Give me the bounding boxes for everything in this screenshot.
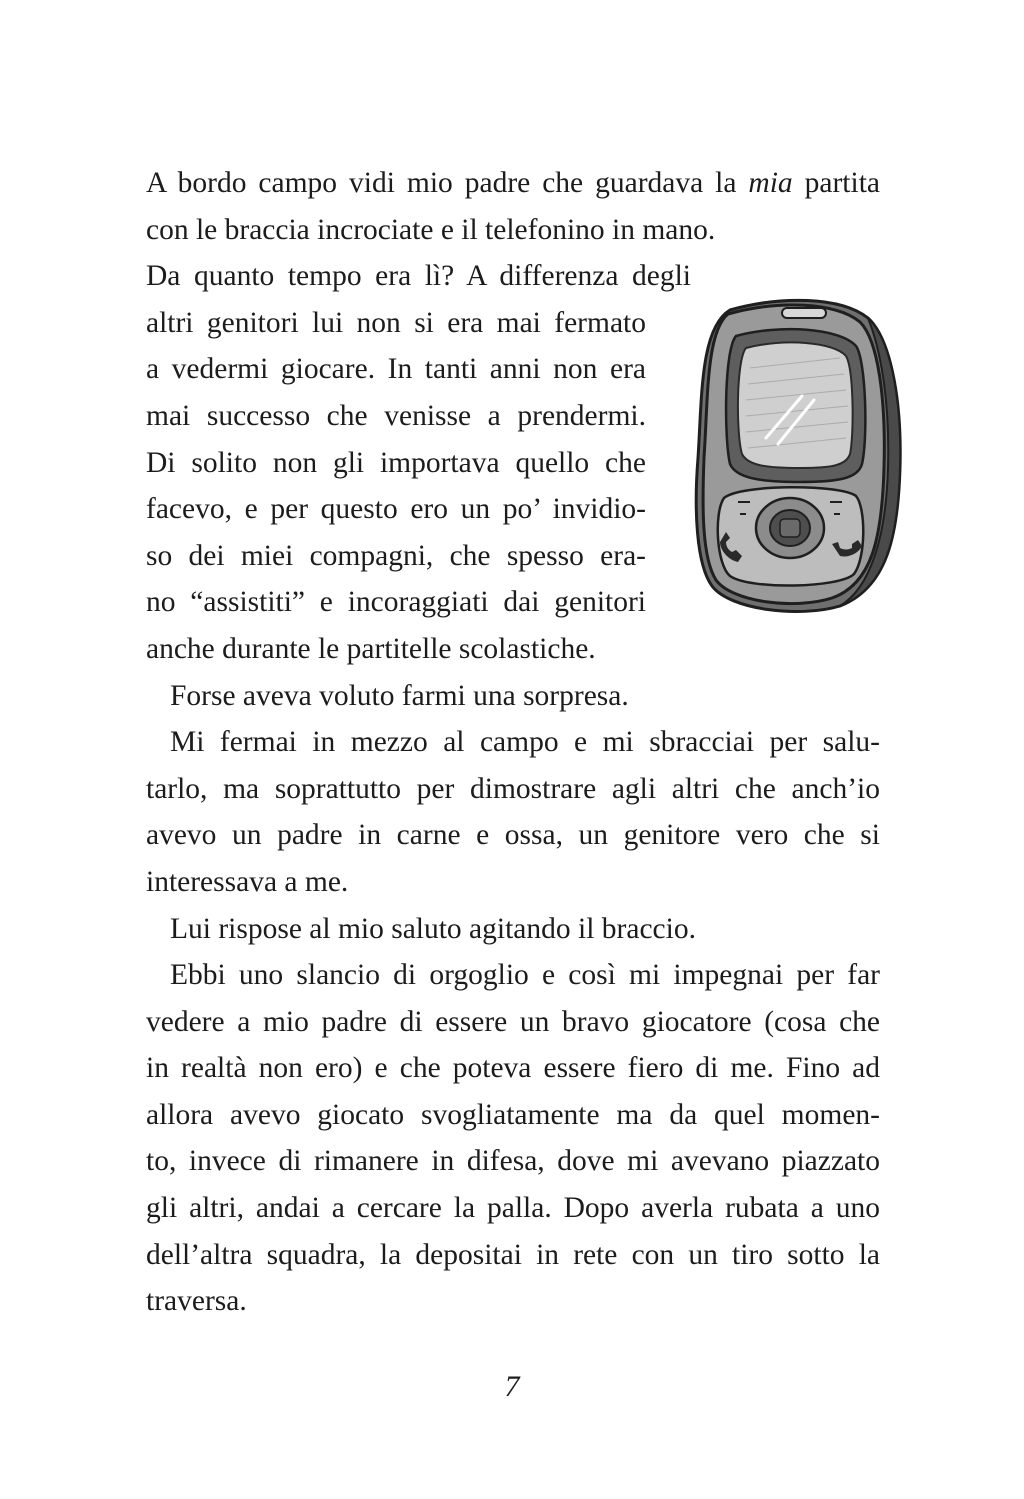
text-line: a vedermi giocare. In tanti anni non era (146, 353, 646, 386)
text-line: dell’altra squadra, la depositai in rete con un tiro sotto la (146, 1238, 880, 1271)
text-line: Di solito non gli importava quello che (146, 446, 646, 479)
page-number: 7 (504, 1370, 520, 1403)
text-span: partita (792, 167, 880, 199)
text-line (146, 160, 880, 207)
mobile-phone-illustration-icon (690, 288, 904, 618)
text-line: altri genitori lui non si era mai fermato (146, 306, 646, 339)
text-line: no “assistiti” e incoraggiati dai genitori (146, 586, 646, 619)
text-line: avevo un padre in carne e ossa, un genitore vero che si (146, 819, 880, 852)
text-line: interessava a me. (146, 865, 349, 898)
text-line: Mi fermai in mezzo al campo e mi sbracciai per salu- (170, 726, 880, 759)
text-line: so dei miei compagni, che spesso era- (146, 539, 646, 572)
text-line: tarlo, ma soprattutto per dimostrare agli altri che anch’io (146, 772, 880, 805)
text-line: con le braccia incrociate e il telefonino in mano. (146, 213, 716, 246)
emphasis-text: mia (748, 167, 793, 199)
text-line: in realtà non ero) e che poteva essere fiero di me. Fino ad (146, 1052, 880, 1085)
text-line: vedere a mio padre di essere un bravo giocatore (cosa che (146, 1005, 880, 1038)
text-line: mai successo che venisse a prendermi. (146, 399, 646, 432)
text-line: allora avevo giocato svogliatamente ma da quel momen- (146, 1098, 880, 1131)
text-line: to, invece di rimanere in difesa, dove mi avevano piazzato (146, 1145, 880, 1178)
text-line: Da quanto tempo era lì? A differenza degli (146, 260, 691, 293)
text-line: anche durante le partitelle scolastiche. (146, 632, 596, 665)
text-line: Lui rispose al mio saluto agitando il braccio. (170, 912, 696, 945)
text-line: Forse aveva voluto farmi una sorpresa. (170, 679, 629, 712)
text-line: facevo, e per questo ero un po’ invidio- (146, 493, 646, 526)
text-span: A bordo campo vidi mio padre che guardava la (146, 167, 749, 199)
text-line: Ebbi uno slancio di orgoglio e così mi impegnai per far (170, 959, 880, 992)
text-line: gli altri, andai a cercare la palla. Dopo averla rubata a uno (146, 1192, 880, 1225)
text-line: traversa. (146, 1285, 247, 1318)
